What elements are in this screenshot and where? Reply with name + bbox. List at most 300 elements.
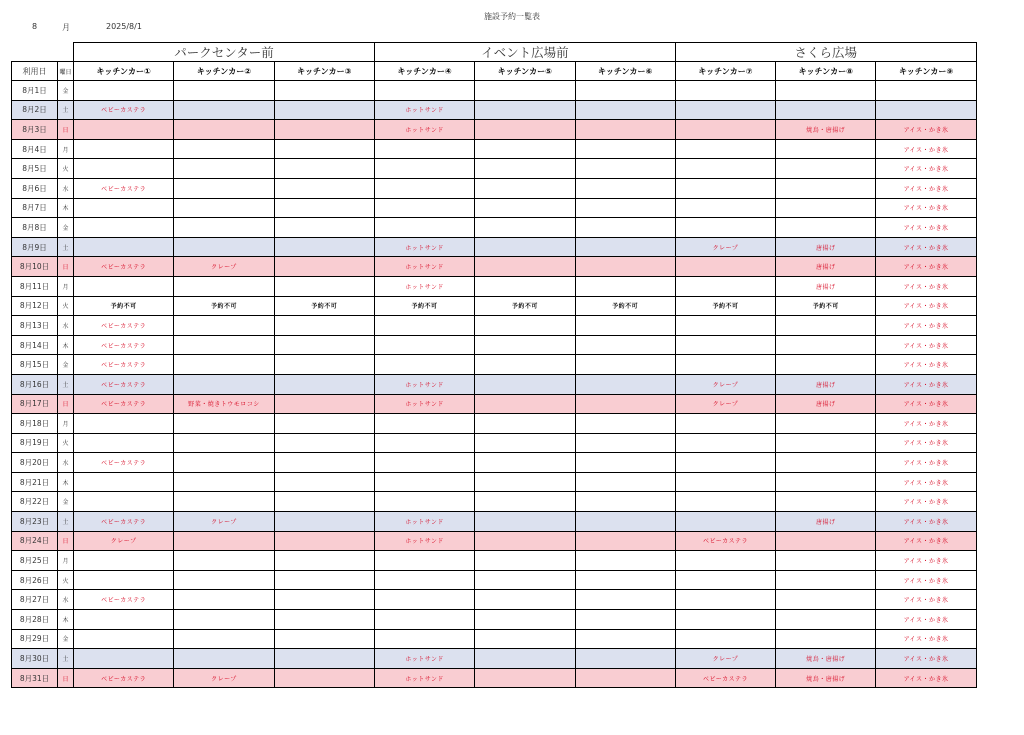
- booking-cell[interactable]: [475, 316, 575, 336]
- booking-cell[interactable]: [475, 374, 575, 394]
- booking-cell[interactable]: アイス・かき氷: [876, 551, 976, 571]
- booking-cell[interactable]: [274, 335, 374, 355]
- booking-cell[interactable]: [374, 316, 474, 336]
- booking-cell[interactable]: クレープ: [675, 237, 775, 257]
- date-cell: 8月10日: [12, 257, 58, 277]
- booking-cell[interactable]: [174, 159, 274, 179]
- table-row: [12, 198, 977, 218]
- booking-cell[interactable]: クレープ: [174, 512, 274, 532]
- booking-cell[interactable]: [374, 198, 474, 218]
- booking-cell[interactable]: [74, 629, 174, 649]
- booking-cell[interactable]: [274, 512, 374, 532]
- booking-cell[interactable]: [675, 139, 775, 159]
- booking-cell[interactable]: [675, 355, 775, 375]
- booking-cell[interactable]: [475, 590, 575, 610]
- booking-cell[interactable]: [74, 649, 174, 669]
- booking-cell[interactable]: [575, 629, 675, 649]
- booking-cell[interactable]: [274, 453, 374, 473]
- booking-cell[interactable]: [675, 218, 775, 238]
- booking-cell[interactable]: ホットサンド: [374, 649, 474, 669]
- booking-cell[interactable]: [575, 355, 675, 375]
- booking-cell[interactable]: 予約不可: [274, 296, 374, 316]
- booking-cell[interactable]: ホットサンド: [374, 237, 474, 257]
- booking-cell[interactable]: 唐揚げ: [776, 257, 876, 277]
- booking-cell[interactable]: 予約不可: [675, 296, 775, 316]
- booking-cell[interactable]: [475, 198, 575, 218]
- booking-cell[interactable]: 焼鳥・唐揚げ: [776, 668, 876, 688]
- booking-cell[interactable]: [575, 414, 675, 434]
- booking-cell[interactable]: [274, 355, 374, 375]
- booking-cell[interactable]: [475, 257, 575, 277]
- table-row: [12, 316, 977, 336]
- booking-cell[interactable]: [575, 492, 675, 512]
- booking-cell[interactable]: [575, 81, 675, 101]
- booking-cell[interactable]: [675, 472, 775, 492]
- booking-cell[interactable]: ホットサンド: [374, 374, 474, 394]
- booking-cell[interactable]: [575, 551, 675, 571]
- booking-cell[interactable]: [74, 492, 174, 512]
- booking-cell[interactable]: [274, 100, 374, 120]
- booking-cell[interactable]: [174, 414, 274, 434]
- booking-cell[interactable]: 予約不可: [174, 296, 274, 316]
- booking-cell[interactable]: [174, 120, 274, 140]
- booking-cell[interactable]: [174, 531, 274, 551]
- booking-cell[interactable]: ホットサンド: [374, 100, 474, 120]
- booking-cell[interactable]: [374, 610, 474, 630]
- booking-cell[interactable]: アイス・かき氷: [876, 433, 976, 453]
- booking-cell[interactable]: [575, 237, 675, 257]
- booking-cell[interactable]: [374, 492, 474, 512]
- booking-cell[interactable]: [274, 570, 374, 590]
- booking-cell[interactable]: [675, 610, 775, 630]
- booking-cell[interactable]: アイス・かき氷: [876, 570, 976, 590]
- booking-cell[interactable]: [174, 81, 274, 101]
- booking-cell[interactable]: アイス・かき氷: [876, 316, 976, 336]
- booking-cell[interactable]: [174, 570, 274, 590]
- booking-cell[interactable]: [575, 453, 675, 473]
- table-row: [12, 120, 977, 140]
- booking-cell[interactable]: [174, 139, 274, 159]
- booking-cell[interactable]: 予約不可: [475, 296, 575, 316]
- booking-cell[interactable]: [74, 276, 174, 296]
- booking-cell[interactable]: ベビーカステラ: [74, 316, 174, 336]
- booking-cell[interactable]: [575, 159, 675, 179]
- booking-cell[interactable]: アイス・かき氷: [876, 531, 976, 551]
- date-cell: 8月19日: [12, 433, 58, 453]
- booking-cell[interactable]: ベビーカステラ: [74, 374, 174, 394]
- booking-cell[interactable]: [74, 610, 174, 630]
- booking-cell[interactable]: [274, 374, 374, 394]
- booking-cell[interactable]: [475, 120, 575, 140]
- booking-cell[interactable]: [374, 335, 474, 355]
- booking-cell[interactable]: [274, 551, 374, 571]
- booking-cell[interactable]: ホットサンド: [374, 120, 474, 140]
- booking-cell[interactable]: [776, 629, 876, 649]
- booking-cell[interactable]: [374, 551, 474, 571]
- booking-cell[interactable]: [575, 433, 675, 453]
- booking-cell[interactable]: [274, 610, 374, 630]
- booking-cell[interactable]: アイス・かき氷: [876, 276, 976, 296]
- booking-cell[interactable]: [74, 218, 174, 238]
- booking-cell[interactable]: [575, 178, 675, 198]
- booking-cell[interactable]: クレープ: [174, 668, 274, 688]
- booking-cell[interactable]: [575, 374, 675, 394]
- booking-cell[interactable]: アイス・かき氷: [876, 649, 976, 669]
- booking-cell[interactable]: [776, 492, 876, 512]
- booking-cell[interactable]: [374, 414, 474, 434]
- booking-cell[interactable]: [475, 551, 575, 571]
- booking-cell[interactable]: 野菜・焼きトウモロコシ: [174, 394, 274, 414]
- column-header-car: キッチンカー④: [374, 62, 474, 81]
- booking-cell[interactable]: [575, 531, 675, 551]
- booking-cell[interactable]: [174, 100, 274, 120]
- booking-cell[interactable]: ベビーカステラ: [74, 668, 174, 688]
- booking-cell[interactable]: [475, 610, 575, 630]
- booking-cell[interactable]: [675, 433, 775, 453]
- booking-cell[interactable]: [475, 531, 575, 551]
- booking-cell[interactable]: ベビーカステラ: [74, 355, 174, 375]
- sheet-title: 施設予約一覧表: [484, 12, 540, 21]
- booking-cell[interactable]: アイス・かき氷: [876, 257, 976, 277]
- booking-cell[interactable]: [675, 198, 775, 218]
- booking-cell[interactable]: [174, 198, 274, 218]
- date-cell: 8月26日: [12, 570, 58, 590]
- booking-cell[interactable]: [475, 570, 575, 590]
- booking-cell[interactable]: [74, 120, 174, 140]
- booking-cell[interactable]: [876, 100, 976, 120]
- booking-cell[interactable]: [675, 159, 775, 179]
- weekday-cell: 木: [58, 472, 74, 492]
- booking-cell[interactable]: [274, 198, 374, 218]
- booking-cell[interactable]: [575, 472, 675, 492]
- booking-cell[interactable]: [776, 178, 876, 198]
- booking-cell[interactable]: [274, 433, 374, 453]
- booking-cell[interactable]: 唐揚げ: [776, 394, 876, 414]
- booking-cell[interactable]: [374, 472, 474, 492]
- booking-cell[interactable]: アイス・かき氷: [876, 355, 976, 375]
- booking-cell[interactable]: [475, 100, 575, 120]
- booking-cell[interactable]: [274, 276, 374, 296]
- booking-cell[interactable]: [274, 414, 374, 434]
- booking-cell[interactable]: [174, 237, 274, 257]
- booking-cell[interactable]: アイス・かき氷: [876, 139, 976, 159]
- booking-cell[interactable]: [274, 159, 374, 179]
- booking-cell[interactable]: [776, 100, 876, 120]
- booking-cell[interactable]: [174, 590, 274, 610]
- booking-cell[interactable]: [274, 218, 374, 238]
- booking-cell[interactable]: [675, 316, 775, 336]
- booking-cell[interactable]: [274, 178, 374, 198]
- booking-cell[interactable]: [575, 139, 675, 159]
- booking-cell[interactable]: [675, 512, 775, 532]
- booking-cell[interactable]: [575, 668, 675, 688]
- booking-cell[interactable]: ベビーカステラ: [74, 257, 174, 277]
- booking-cell[interactable]: [776, 355, 876, 375]
- booking-cell[interactable]: [475, 512, 575, 532]
- booking-cell[interactable]: [274, 394, 374, 414]
- booking-cell[interactable]: [174, 316, 274, 336]
- booking-cell[interactable]: [475, 649, 575, 669]
- booking-cell[interactable]: [174, 374, 274, 394]
- booking-cell[interactable]: [675, 590, 775, 610]
- booking-cell[interactable]: クレープ: [675, 374, 775, 394]
- booking-cell[interactable]: [174, 178, 274, 198]
- booking-cell[interactable]: [575, 590, 675, 610]
- booking-cell[interactable]: クレープ: [74, 531, 174, 551]
- booking-cell[interactable]: [374, 139, 474, 159]
- table-row: [12, 237, 977, 257]
- booking-cell[interactable]: ホットサンド: [374, 512, 474, 532]
- booking-cell[interactable]: ホットサンド: [374, 668, 474, 688]
- column-header-dow: 曜日: [58, 62, 74, 81]
- booking-cell[interactable]: [374, 629, 474, 649]
- booking-cell[interactable]: [475, 394, 575, 414]
- booking-cell[interactable]: [174, 218, 274, 238]
- date-cell: 8月3日: [12, 120, 58, 140]
- booking-cell[interactable]: ベビーカステラ: [74, 394, 174, 414]
- booking-cell[interactable]: [174, 335, 274, 355]
- booking-cell[interactable]: [475, 668, 575, 688]
- booking-cell[interactable]: アイス・かき氷: [876, 590, 976, 610]
- booking-cell[interactable]: ベビーカステラ: [74, 100, 174, 120]
- booking-cell[interactable]: ベビーカステラ: [74, 178, 174, 198]
- booking-cell[interactable]: [575, 316, 675, 336]
- booking-cell[interactable]: [274, 316, 374, 336]
- booking-cell[interactable]: 予約不可: [575, 296, 675, 316]
- booking-cell[interactable]: [776, 198, 876, 218]
- booking-cell[interactable]: [74, 414, 174, 434]
- booking-cell[interactable]: 焼鳥・唐揚げ: [776, 649, 876, 669]
- booking-cell[interactable]: [74, 551, 174, 571]
- booking-cell[interactable]: [675, 120, 775, 140]
- booking-cell[interactable]: ベビーカステラ: [74, 335, 174, 355]
- booking-cell[interactable]: [174, 453, 274, 473]
- booking-cell[interactable]: [374, 81, 474, 101]
- booking-cell[interactable]: アイス・かき氷: [876, 296, 976, 316]
- booking-cell[interactable]: [374, 355, 474, 375]
- booking-cell[interactable]: [475, 414, 575, 434]
- booking-cell[interactable]: アイス・かき氷: [876, 492, 976, 512]
- booking-cell[interactable]: アイス・かき氷: [876, 453, 976, 473]
- booking-cell[interactable]: [174, 551, 274, 571]
- booking-cell[interactable]: [475, 629, 575, 649]
- booking-cell[interactable]: [776, 414, 876, 434]
- booking-cell[interactable]: [675, 453, 775, 473]
- booking-cell[interactable]: [374, 453, 474, 473]
- booking-cell[interactable]: [575, 610, 675, 630]
- booking-cell[interactable]: [475, 355, 575, 375]
- booking-cell[interactable]: [475, 472, 575, 492]
- weekday-cell: 金: [58, 81, 74, 101]
- booking-cell[interactable]: [74, 237, 174, 257]
- booking-cell[interactable]: 唐揚げ: [776, 374, 876, 394]
- table-row: [12, 629, 977, 649]
- booking-cell[interactable]: [776, 81, 876, 101]
- booking-cell[interactable]: アイス・かき氷: [876, 178, 976, 198]
- booking-cell[interactable]: アイス・かき氷: [876, 512, 976, 532]
- booking-cell[interactable]: 唐揚げ: [776, 237, 876, 257]
- booking-cell[interactable]: アイス・かき氷: [876, 668, 976, 688]
- booking-cell[interactable]: [174, 610, 274, 630]
- booking-cell[interactable]: [675, 178, 775, 198]
- booking-cell[interactable]: [174, 492, 274, 512]
- booking-cell[interactable]: [776, 159, 876, 179]
- booking-cell[interactable]: [374, 570, 474, 590]
- booking-cell[interactable]: アイス・かき氷: [876, 198, 976, 218]
- booking-cell[interactable]: [274, 257, 374, 277]
- date-cell: 8月23日: [12, 512, 58, 532]
- table-row: [12, 649, 977, 669]
- booking-cell[interactable]: [174, 649, 274, 669]
- booking-cell[interactable]: [374, 218, 474, 238]
- booking-cell[interactable]: [776, 433, 876, 453]
- booking-cell[interactable]: [174, 472, 274, 492]
- column-header-car: キッチンカー⑧: [776, 62, 876, 81]
- table-row: [12, 414, 977, 434]
- booking-cell[interactable]: アイス・かき氷: [876, 120, 976, 140]
- booking-cell[interactable]: アイス・かき氷: [876, 394, 976, 414]
- booking-cell[interactable]: [776, 472, 876, 492]
- booking-cell[interactable]: [575, 100, 675, 120]
- booking-cell[interactable]: アイス・かき氷: [876, 237, 976, 257]
- booking-cell[interactable]: [274, 237, 374, 257]
- booking-cell[interactable]: [776, 590, 876, 610]
- booking-cell[interactable]: [274, 472, 374, 492]
- booking-cell[interactable]: [675, 257, 775, 277]
- booking-cell[interactable]: [274, 81, 374, 101]
- booking-cell[interactable]: アイス・かき氷: [876, 414, 976, 434]
- booking-cell[interactable]: [475, 81, 575, 101]
- booking-cell[interactable]: [776, 316, 876, 336]
- booking-cell[interactable]: ホットサンド: [374, 257, 474, 277]
- booking-cell[interactable]: [575, 198, 675, 218]
- booking-cell[interactable]: [776, 531, 876, 551]
- booking-cell[interactable]: [575, 218, 675, 238]
- booking-cell[interactable]: [174, 629, 274, 649]
- booking-cell[interactable]: クレープ: [675, 649, 775, 669]
- booking-cell[interactable]: [776, 610, 876, 630]
- booking-cell[interactable]: 予約不可: [776, 296, 876, 316]
- booking-cell[interactable]: [274, 120, 374, 140]
- booking-cell[interactable]: [374, 433, 474, 453]
- booking-cell[interactable]: [575, 649, 675, 669]
- booking-cell[interactable]: [174, 433, 274, 453]
- booking-cell[interactable]: [475, 335, 575, 355]
- date-cell: 8月2日: [12, 100, 58, 120]
- booking-cell[interactable]: 唐揚げ: [776, 276, 876, 296]
- booking-cell[interactable]: ベビーカステラ: [675, 531, 775, 551]
- date-cell: 8月12日: [12, 296, 58, 316]
- booking-cell[interactable]: ベビーカステラ: [74, 590, 174, 610]
- booking-cell[interactable]: [675, 551, 775, 571]
- booking-cell[interactable]: [575, 394, 675, 414]
- booking-cell[interactable]: [776, 453, 876, 473]
- booking-cell[interactable]: クレープ: [174, 257, 274, 277]
- booking-cell[interactable]: [675, 570, 775, 590]
- date-cell: 8月4日: [12, 139, 58, 159]
- booking-cell[interactable]: ベビーカステラ: [675, 668, 775, 688]
- booking-cell[interactable]: ホットサンド: [374, 394, 474, 414]
- booking-cell[interactable]: [74, 159, 174, 179]
- booking-cell[interactable]: [675, 629, 775, 649]
- booking-cell[interactable]: アイス・かき氷: [876, 374, 976, 394]
- booking-cell[interactable]: [74, 198, 174, 218]
- booking-cell[interactable]: アイス・かき氷: [876, 335, 976, 355]
- booking-cell[interactable]: [74, 81, 174, 101]
- booking-cell[interactable]: [174, 276, 274, 296]
- booking-cell[interactable]: [374, 590, 474, 610]
- booking-cell[interactable]: アイス・かき氷: [876, 629, 976, 649]
- booking-cell[interactable]: [675, 81, 775, 101]
- booking-cell[interactable]: [274, 668, 374, 688]
- booking-cell[interactable]: [776, 570, 876, 590]
- booking-cell[interactable]: [776, 335, 876, 355]
- booking-cell[interactable]: [876, 81, 976, 101]
- booking-cell[interactable]: [74, 472, 174, 492]
- booking-cell[interactable]: 予約不可: [74, 296, 174, 316]
- booking-cell[interactable]: [74, 139, 174, 159]
- booking-cell[interactable]: [475, 237, 575, 257]
- booking-cell[interactable]: [374, 159, 474, 179]
- booking-cell[interactable]: [776, 139, 876, 159]
- booking-cell[interactable]: 焼鳥・唐揚げ: [776, 120, 876, 140]
- booking-cell[interactable]: ホットサンド: [374, 276, 474, 296]
- booking-cell[interactable]: [575, 570, 675, 590]
- booking-cell[interactable]: [475, 159, 575, 179]
- booking-cell[interactable]: [475, 218, 575, 238]
- booking-cell[interactable]: [74, 570, 174, 590]
- booking-cell[interactable]: [274, 629, 374, 649]
- booking-cell[interactable]: アイス・かき氷: [876, 159, 976, 179]
- booking-cell[interactable]: [575, 257, 675, 277]
- booking-cell[interactable]: [475, 178, 575, 198]
- booking-cell[interactable]: [475, 276, 575, 296]
- booking-cell[interactable]: [74, 433, 174, 453]
- booking-cell[interactable]: アイス・かき氷: [876, 472, 976, 492]
- booking-cell[interactable]: [475, 139, 575, 159]
- booking-cell[interactable]: 唐揚げ: [776, 512, 876, 532]
- booking-cell[interactable]: [575, 335, 675, 355]
- booking-cell[interactable]: [675, 335, 775, 355]
- booking-cell[interactable]: [575, 512, 675, 532]
- booking-cell[interactable]: [475, 453, 575, 473]
- booking-cell[interactable]: [675, 492, 775, 512]
- booking-cell[interactable]: [776, 551, 876, 571]
- booking-cell[interactable]: [575, 276, 675, 296]
- booking-cell[interactable]: アイス・かき氷: [876, 610, 976, 630]
- booking-cell[interactable]: [274, 649, 374, 669]
- booking-cell[interactable]: [675, 100, 775, 120]
- booking-cell[interactable]: [174, 355, 274, 375]
- booking-cell[interactable]: [675, 276, 775, 296]
- booking-cell[interactable]: 予約不可: [374, 296, 474, 316]
- booking-cell[interactable]: [776, 218, 876, 238]
- booking-cell[interactable]: [374, 178, 474, 198]
- booking-cell[interactable]: クレープ: [675, 394, 775, 414]
- booking-cell[interactable]: アイス・かき氷: [876, 218, 976, 238]
- booking-cell[interactable]: [475, 492, 575, 512]
- booking-cell[interactable]: [274, 590, 374, 610]
- booking-cell[interactable]: ベビーカステラ: [74, 512, 174, 532]
- booking-cell[interactable]: [274, 139, 374, 159]
- booking-cell[interactable]: [274, 531, 374, 551]
- booking-cell[interactable]: [675, 414, 775, 434]
- booking-cell[interactable]: ホットサンド: [374, 531, 474, 551]
- booking-cell[interactable]: [575, 120, 675, 140]
- booking-cell[interactable]: [274, 492, 374, 512]
- booking-cell[interactable]: [475, 433, 575, 453]
- booking-cell[interactable]: ベビーカステラ: [74, 453, 174, 473]
